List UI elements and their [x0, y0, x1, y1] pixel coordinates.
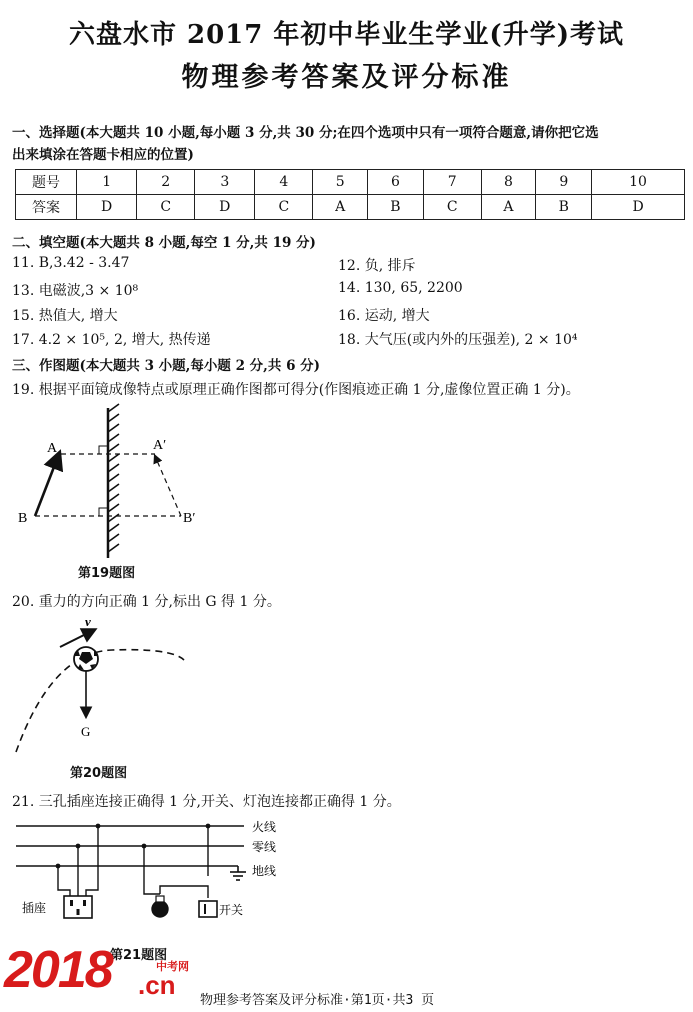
figure-20-caption: 第20题图 [70, 766, 128, 781]
section3-heading: 三、作图题(本大题共 3 小题,每小题 2 分,共 6 分) [12, 358, 321, 374]
table-cell: D [77, 195, 137, 220]
trajectory-path [16, 650, 184, 752]
table-row [16, 170, 685, 195]
answer-q20: 20. 重力的方向正确 1 分,标出 G 得 1 分。 [12, 594, 281, 610]
answer-q21: 21. 三孔插座连接正确得 1 分,开关、灯泡连接都正确得 1 分。 [12, 794, 401, 810]
table-cell: 7 [423, 170, 481, 195]
answer-q11: 11. B,3.42 - 3.47 [12, 255, 130, 271]
table-row-label: 题号 [16, 170, 77, 195]
answer-q12: 12. 负, 排斥 [338, 258, 416, 274]
household-circuit-diagram [10, 814, 300, 954]
label-neutral-wire: 零线 [252, 840, 277, 854]
document-subtitle: 物理参考答案及评分标准 [181, 62, 512, 93]
table-cell: A [313, 195, 368, 220]
answer-q14: 14. 130, 65, 2200 [338, 280, 463, 296]
figure-21 [10, 814, 300, 954]
table-cell: B [368, 195, 424, 220]
answer-q17: 17. 4.2 × 10⁵, 2, 增大, 热传递 [12, 332, 211, 348]
watermark-site: 中考网 [156, 960, 189, 973]
table-cell: 2 [137, 170, 195, 195]
table-cell: A [481, 195, 536, 220]
table-cell: 5 [313, 170, 368, 195]
answer-q15: 15. 热值大, 增大 [12, 308, 118, 324]
label-socket: 插座 [22, 901, 47, 915]
image-arrow-A-prime [155, 456, 181, 516]
figure-19 [15, 402, 215, 582]
table-cell: B [536, 195, 592, 220]
label-A: A [47, 441, 58, 456]
velocity-arrow [60, 630, 94, 647]
football-gravity-diagram [12, 612, 192, 762]
label-A-prime: A′ [153, 438, 167, 453]
watermark-logo: 2018 [4, 941, 112, 999]
table-cell: C [423, 195, 481, 220]
watermark-domain: .cn [138, 970, 176, 1000]
table-cell: 1 [77, 170, 137, 195]
document-title: 六盘水市 2017 年初中毕业生学业(升学)考试 [68, 20, 625, 50]
label-live-wire: 火线 [252, 820, 277, 834]
section1-heading-line1: 一、选择题(本大题共 10 小题,每小题 3 分,共 30 分;在四个选项中只有一项符合题意,请你把它选 [12, 125, 599, 141]
table-cell: 4 [255, 170, 313, 195]
answer-q16: 16. 运动, 增大 [338, 308, 430, 324]
table-cell: D [592, 195, 685, 220]
table-cell: D [195, 195, 255, 220]
object-arrow-AB [35, 454, 59, 516]
label-G: G [81, 724, 91, 739]
right-angle-mark-top [99, 446, 108, 454]
bulb-icon [152, 901, 168, 917]
mirror-diagram [15, 402, 215, 582]
table-row-label: 答案 [16, 195, 77, 220]
answer-table [15, 169, 685, 220]
table-cell: 8 [481, 170, 536, 195]
socket-wiring [58, 826, 98, 896]
switch-icon [199, 901, 217, 917]
table-cell: C [255, 195, 313, 220]
answer-q19: 19. 根据平面镜成像特点或原理正确作图都可得分(作图痕迹正确 1 分,虚像位置正确 1 分)。 [12, 382, 580, 398]
table-row [16, 195, 685, 220]
page-footer: 物理参考答案及评分标准·第1页·共3 页 [200, 993, 435, 1008]
figure-19-caption: 第19题图 [78, 566, 136, 581]
section1-heading-line2: 出来填涂在答题卡相应的位置) [12, 147, 194, 163]
mirror-hatching [108, 404, 119, 552]
table-cell: C [137, 195, 195, 220]
figure-20 [12, 612, 192, 762]
label-switch: 开关 [219, 903, 244, 917]
table-cell: 9 [536, 170, 592, 195]
label-B: B [18, 511, 28, 526]
answer-q13: 13. 电磁波,3 × 10⁸ [12, 283, 139, 299]
table-cell: 6 [368, 170, 424, 195]
table-cell: 10 [592, 170, 685, 195]
label-B-prime: B′ [183, 511, 196, 526]
figure-21-caption: 第21题图 [110, 948, 168, 963]
answer-q18: 18. 大气压(或内外的压强差), 2 × 10⁴ [338, 332, 578, 348]
section2-heading: 二、填空题(本大题共 8 小题,每空 1 分,共 19 分) [12, 235, 316, 251]
right-angle-mark-bottom [99, 508, 108, 516]
label-v: v [85, 614, 91, 629]
label-ground-wire: 地线 [252, 864, 277, 878]
table-cell: 3 [195, 170, 255, 195]
ground-symbol [230, 866, 246, 880]
lamp-wiring [144, 846, 160, 894]
